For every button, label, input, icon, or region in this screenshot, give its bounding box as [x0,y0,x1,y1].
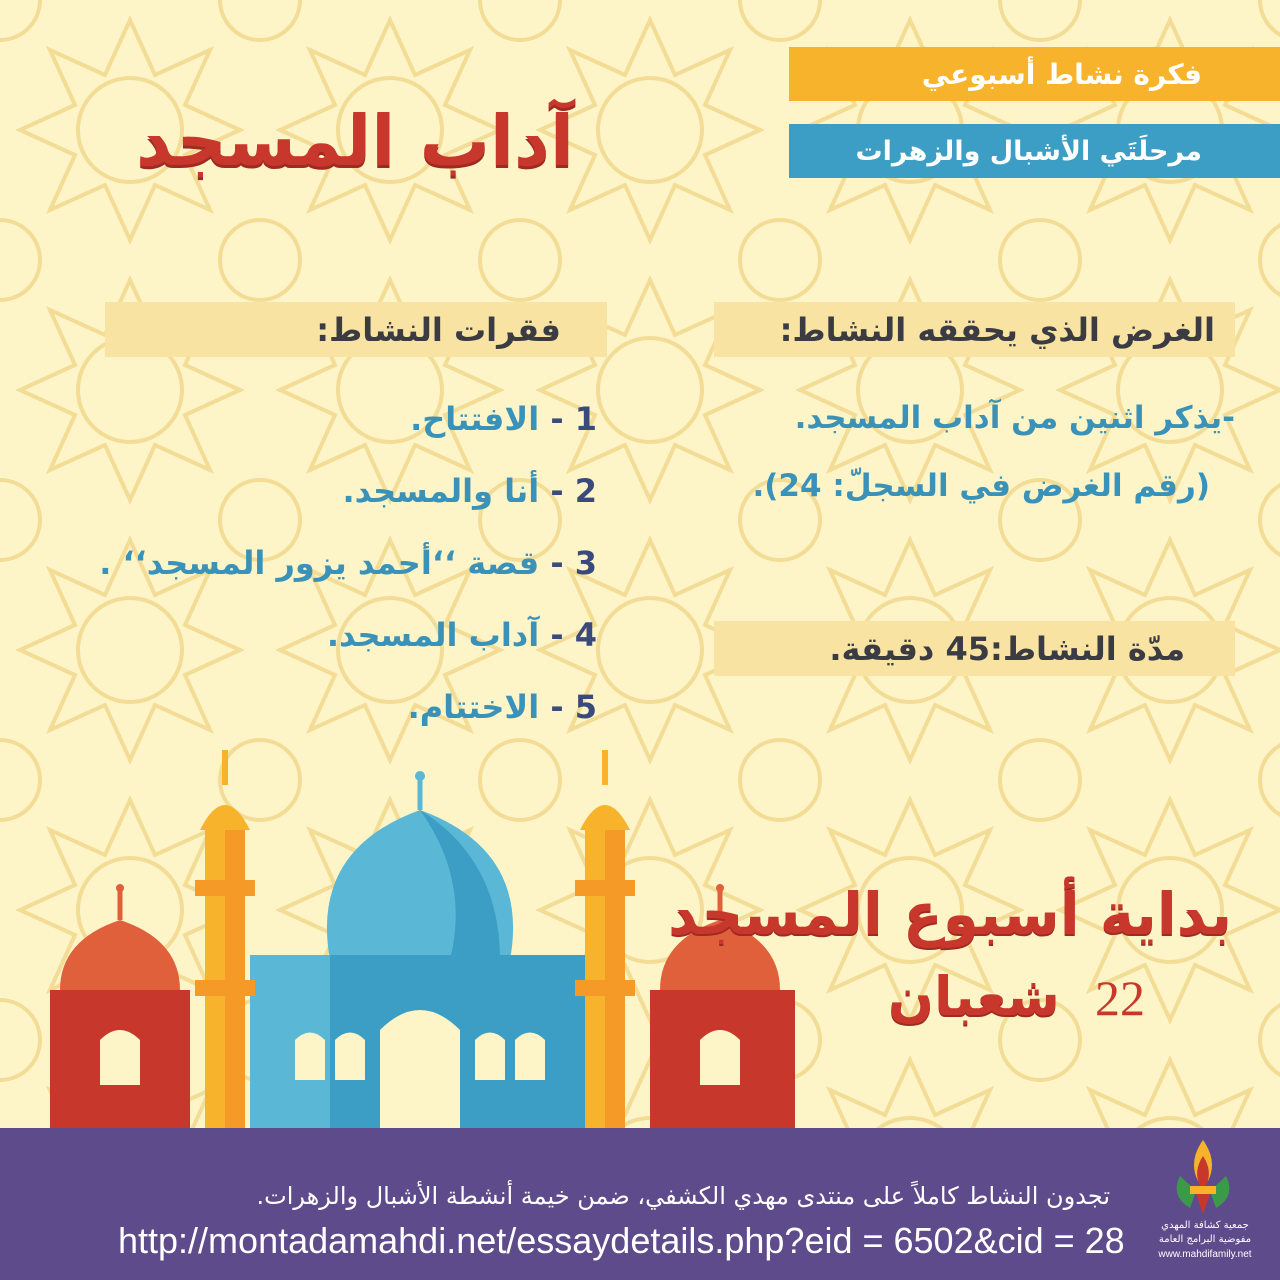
logo-dept-name: مفوضية البرامج العامة [1158,1234,1252,1245]
stage-label: مرحلَتَي الأشبال والزهرات [855,135,1202,167]
event-day: 22 [1095,970,1145,1026]
stage-banner [789,124,1280,178]
weekly-idea-label: فكرة نشاط أسبوعي [921,57,1202,91]
item-number: 4 - [550,616,597,654]
list-item [342,472,597,510]
item-number: 5 - [550,688,597,726]
item-number: 2 - [550,472,597,510]
footer-text: تجدون النشاط كاملاً على منتدى مهدي الكشفي، ضمن خيمة أنشطة الأشبال والزهرات. [256,1182,1110,1210]
item-text: أنا والمسجد. [342,472,540,510]
paragraphs-heading-box [105,302,607,357]
event-month: شعبان [887,965,1060,1028]
list-item [99,544,597,582]
goal-line-1: -يذكر اثنين من آداب المسجد. [794,400,1235,436]
weekly-idea-banner [789,47,1280,101]
item-text: قصة ‘‘أحمد يزور المسجد‘‘ . [99,544,540,582]
logo-website[interactable]: www.mahdifamily.net [1158,1249,1252,1260]
event-title: بداية أسبوع المسجد [668,880,1232,948]
page-title: آداب المسجد [136,100,574,182]
item-number: 3 - [550,544,597,582]
duration-box [714,621,1235,676]
duration-text: مدّة النشاط:45 دقيقة. [829,629,1185,668]
paragraphs-heading: فقرات النشاط: [316,310,561,349]
logo-org-name: جمعية كشافة المهدي [1161,1220,1249,1231]
list-item [410,400,597,438]
goal-heading: الغرض الذي يحققه النشاط: [779,310,1215,349]
footer-url[interactable]: http://montadamahdi.net/essaydetails.php?eid = 6502&cid = 28 [118,1220,1125,1261]
goal-line-2: (رقم الغرض في السجلّ: 24). [752,468,1210,504]
item-text: الافتتاح. [410,400,540,438]
list-item [327,616,597,654]
item-text: الاختتام. [407,688,540,726]
event-date [888,965,1145,1028]
scout-logo-icon [1168,1136,1238,1216]
item-text: آداب المسجد. [326,616,540,654]
goal-heading-box [714,302,1235,357]
list-item [408,688,597,726]
item-number: 1 - [550,400,597,438]
